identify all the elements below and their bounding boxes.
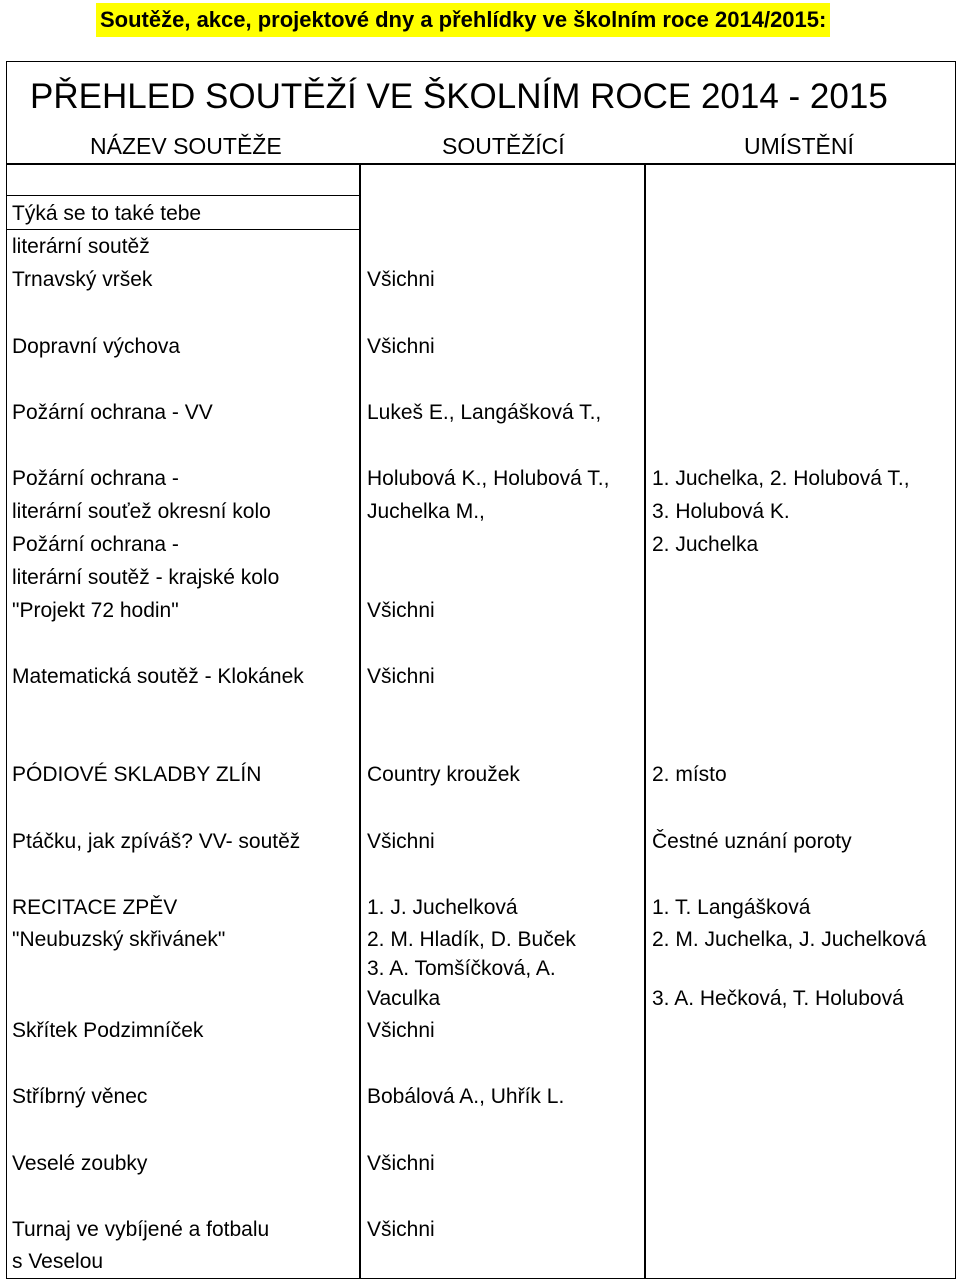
row-name: Turnaj ve vybíjené a fotbalu: [12, 1218, 270, 1241]
row-name: Matematická soutěž - Klokánek: [12, 665, 304, 688]
row-contestants: Všichni: [367, 1152, 435, 1175]
row-name: literární souťež okresní kolo: [12, 500, 271, 523]
page-heading: Soutěže, akce, projektové dny a přehlídky ve školním roce 2014/2015:: [96, 3, 830, 37]
column-divider-2: [644, 163, 646, 1279]
row-placement: 2. M. Juchelka, J. Juchelková: [652, 928, 927, 951]
row-contestants: Country kroužek: [367, 763, 520, 786]
row-name: "Neubuzský skřivánek": [12, 928, 226, 951]
row-placement: 2. Juchelka: [652, 533, 759, 556]
row-name: Požární ochrana - VV: [12, 401, 213, 424]
row-name: PÓDIOVÉ SKLADBY ZLÍN: [12, 763, 262, 786]
row-contestants: Všichni: [367, 1218, 435, 1241]
row-contestants: Všichni: [367, 830, 435, 853]
row-name: Veselé zoubky: [12, 1152, 148, 1175]
row-name: Trnavský vršek: [12, 268, 153, 291]
row-divider: [6, 195, 360, 196]
row-name: literární soutěž: [12, 235, 150, 258]
row-placement: 3. Holubová K.: [652, 500, 790, 523]
row-name: s Veselou: [12, 1250, 104, 1273]
row-contestants: Bobálová A., Uhřík L.: [367, 1085, 565, 1108]
row-name: Dopravní výchova: [12, 335, 181, 358]
row-name: "Projekt 72 hodin": [12, 599, 179, 622]
column-divider-1: [359, 163, 361, 1279]
page-heading-wrap: [96, 3, 830, 37]
row-name: Týká se to také tebe: [12, 202, 202, 225]
row-placement: 3. A. Hečková, T. Holubová: [652, 987, 904, 1010]
column-header-placement: UMÍSTĚNÍ: [744, 133, 854, 159]
row-name: Požární ochrana -: [12, 467, 179, 490]
row-name: RECITACE ZPĚV: [12, 896, 178, 919]
column-header-contestants: SOUTĚŽÍCÍ: [442, 133, 565, 159]
row-placement: 2. místo: [652, 763, 727, 786]
table-title: PŘEHLED SOUTĚŽÍ VE ŠKOLNÍM ROCE 2014 - 2015: [30, 77, 888, 116]
row-contestants: 1. J. Juchelková: [367, 896, 518, 919]
row-contestants: 3. A. Tomšíčková, A.: [367, 957, 556, 980]
row-contestants: Všichni: [367, 335, 435, 358]
row-contestants: Lukeš E., Langášková T.,: [367, 401, 602, 424]
row-contestants: 2. M. Hladík, D. Buček: [367, 928, 576, 951]
row-contestants: Všichni: [367, 268, 435, 291]
row-contestants: Vaculka: [367, 987, 441, 1010]
row-name: literární soutěž - krajské kolo: [12, 566, 280, 589]
row-contestants: Holubová K., Holubová T.,: [367, 467, 610, 490]
row-name: Skřítek Podzimníček: [12, 1019, 204, 1042]
row-placement: Čestné uznání poroty: [652, 830, 852, 853]
row-name: Stříbrný věnec: [12, 1085, 148, 1108]
row-contestants: Všichni: [367, 665, 435, 688]
row-placement: 1. T. Langášková: [652, 896, 811, 919]
row-name: Požární ochrana -: [12, 533, 179, 556]
row-name: Ptáčku, jak zpíváš? VV- soutěž: [12, 830, 301, 853]
row-contestants: Všichni: [367, 1019, 435, 1042]
column-header-name: NÁZEV SOUTĚŽE: [90, 133, 282, 159]
row-contestants: Juchelka M.,: [367, 500, 485, 523]
row-placement: 1. Juchelka, 2. Holubová T.,: [652, 467, 910, 490]
row-contestants: Všichni: [367, 599, 435, 622]
